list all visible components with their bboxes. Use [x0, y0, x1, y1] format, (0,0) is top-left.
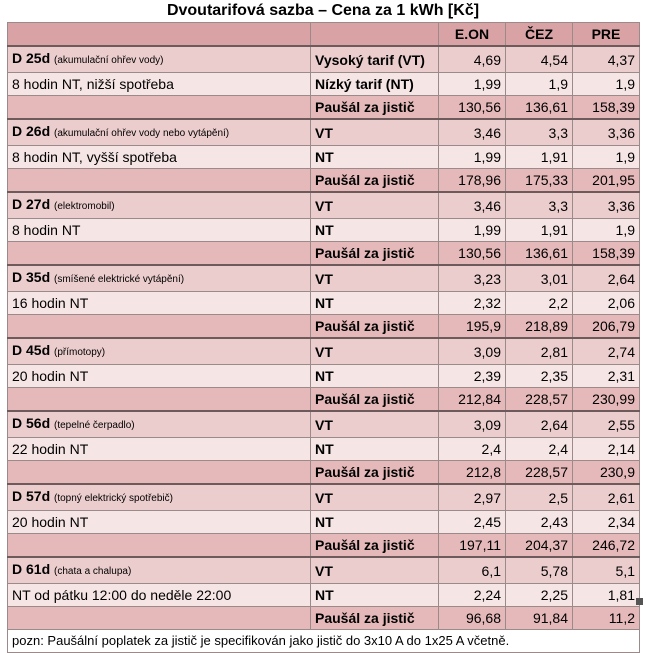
price-cell-eon: 3,09: [439, 411, 506, 438]
rate-info-cell: [8, 265, 311, 292]
footnote: pozn: Paušální poplatek za jistič je specifikován jako jistič do 3x10 A do 1x25 A včetně.: [8, 630, 640, 653]
price-cell-pre: 1,9: [573, 146, 640, 169]
tariff-row: [8, 292, 640, 315]
rate-info-cell: [8, 46, 311, 73]
price-cell-pre: 4,37: [573, 46, 640, 73]
header-blank-cell: [8, 23, 311, 47]
rate-info-cell: [8, 365, 311, 388]
header-row: [8, 23, 640, 47]
rate-hours: NT od pátku 12:00 do neděle 22:00: [12, 587, 232, 603]
tariff-label: Paušál za jistič: [311, 534, 439, 558]
note-row: [8, 630, 640, 653]
rate-description: (přímotopy): [54, 347, 106, 358]
price-cell-eon: 4,69: [439, 46, 506, 73]
column-header-pre: PRE: [573, 23, 640, 47]
price-cell-cez: 136,61: [506, 242, 573, 266]
rate-info-cell: [8, 242, 311, 266]
rate-code: D 26d: [12, 123, 51, 139]
price-cell-pre: 2,31: [573, 365, 640, 388]
tariff-label: Paušál za jistič: [311, 96, 439, 120]
rate-hours: 8 hodin NT, nižší spotřeba: [12, 76, 174, 92]
rate-info-cell: [8, 411, 311, 438]
rate-description: (akumulační ohřev vody nebo vytápění): [54, 128, 230, 139]
tariff-label: NT: [311, 584, 439, 607]
tariff-row: [8, 607, 640, 630]
price-cell-pre: 5,1: [573, 557, 640, 584]
price-cell-cez: 1,91: [506, 146, 573, 169]
price-cell-pre: 2,55: [573, 411, 640, 438]
price-cell-cez: 1,91: [506, 219, 573, 242]
rate-code: D 61d: [12, 561, 51, 577]
rate-info-cell: [8, 461, 311, 485]
tariff-label: Vysoký tarif (VT): [311, 46, 439, 73]
rate-info-cell: [8, 607, 311, 630]
price-cell-eon: 2,45: [439, 511, 506, 534]
tariff-row: [8, 584, 640, 607]
price-cell-cez: 228,57: [506, 461, 573, 485]
price-cell-eon: 3,23: [439, 265, 506, 292]
price-cell-pre: 230,9: [573, 461, 640, 485]
rate-hours: 20 hodin NT: [12, 368, 89, 384]
price-cell-eon: 3,46: [439, 119, 506, 146]
price-cell-cez: 204,37: [506, 534, 573, 558]
price-cell-eon: 197,11: [439, 534, 506, 558]
price-cell-pre: 1,81: [573, 584, 640, 607]
tariff-row: [8, 265, 640, 292]
tariff-label: VT: [311, 484, 439, 511]
price-cell-eon: 212,8: [439, 461, 506, 485]
tariff-row: [8, 146, 640, 169]
price-cell-pre: 246,72: [573, 534, 640, 558]
price-cell-eon: 3,09: [439, 338, 506, 365]
price-cell-eon: 130,56: [439, 96, 506, 120]
price-cell-pre: 158,39: [573, 96, 640, 120]
rate-info-cell: [8, 438, 311, 461]
price-cell-eon: 2,24: [439, 584, 506, 607]
rate-hours: 8 hodin NT, vyšší spotřeba: [12, 149, 177, 165]
price-cell-pre: 2,14: [573, 438, 640, 461]
price-cell-pre: 11,2: [573, 607, 640, 630]
column-header-eon: E.ON: [439, 23, 506, 47]
price-cell-eon: 178,96: [439, 169, 506, 193]
rate-code: D 35d: [12, 269, 51, 285]
tariff-label: VT: [311, 265, 439, 292]
price-cell-cez: 4,54: [506, 46, 573, 73]
rate-info-cell: [8, 96, 311, 120]
tariff-label: NT: [311, 438, 439, 461]
price-cell-cez: 2,81: [506, 338, 573, 365]
price-cell-pre: 3,36: [573, 119, 640, 146]
rate-info-cell: [8, 338, 311, 365]
column-header-cez: ČEZ: [506, 23, 573, 47]
tariff-label: NT: [311, 146, 439, 169]
tariff-row: [8, 484, 640, 511]
tariff-label: NT: [311, 511, 439, 534]
tariff-row: [8, 557, 640, 584]
rate-info-cell: [8, 219, 311, 242]
price-cell-cez: 2,4: [506, 438, 573, 461]
price-cell-cez: 136,61: [506, 96, 573, 120]
price-cell-pre: 2,74: [573, 338, 640, 365]
price-cell-eon: 3,46: [439, 192, 506, 219]
tariff-row: [8, 46, 640, 73]
rate-description: (elektromobil): [54, 201, 115, 212]
tariff-label: NT: [311, 365, 439, 388]
price-cell-cez: 91,84: [506, 607, 573, 630]
price-cell-cez: 5,78: [506, 557, 573, 584]
tariff-table-body: [8, 23, 640, 653]
price-cell-cez: 3,3: [506, 119, 573, 146]
tariff-label: Paušál za jistič: [311, 461, 439, 485]
rate-code: D 57d: [12, 488, 51, 504]
rate-info-cell: [8, 146, 311, 169]
price-cell-pre: 158,39: [573, 242, 640, 266]
resize-corner-icon: [636, 598, 643, 605]
tariff-row: [8, 73, 640, 96]
tariff-label: VT: [311, 557, 439, 584]
tariff-label: NT: [311, 219, 439, 242]
price-cell-pre: 230,99: [573, 388, 640, 412]
tariff-row: [8, 119, 640, 146]
price-cell-eon: 2,97: [439, 484, 506, 511]
price-cell-eon: 6,1: [439, 557, 506, 584]
tariff-table: [7, 22, 640, 653]
rate-info-cell: [8, 119, 311, 146]
price-cell-cez: 218,89: [506, 315, 573, 339]
price-cell-eon: 2,32: [439, 292, 506, 315]
price-cell-eon: 212,84: [439, 388, 506, 412]
price-cell-cez: 2,25: [506, 584, 573, 607]
price-cell-eon: 2,4: [439, 438, 506, 461]
price-cell-eon: 195,9: [439, 315, 506, 339]
price-cell-eon: 1,99: [439, 219, 506, 242]
rate-code: D 56d: [12, 415, 51, 431]
tariff-row: [8, 461, 640, 485]
tariff-label: Paušál za jistič: [311, 242, 439, 266]
price-cell-pre: 2,06: [573, 292, 640, 315]
price-cell-pre: 2,64: [573, 265, 640, 292]
rate-code: D 45d: [12, 342, 51, 358]
tariff-label: VT: [311, 119, 439, 146]
rate-info-cell: [8, 484, 311, 511]
price-cell-eon: 96,68: [439, 607, 506, 630]
tariff-row: [8, 242, 640, 266]
price-cell-cez: 2,64: [506, 411, 573, 438]
rate-code: D 27d: [12, 196, 51, 212]
tariff-label: Paušál za jistič: [311, 169, 439, 193]
price-cell-cez: 1,9: [506, 73, 573, 96]
price-cell-pre: 1,9: [573, 219, 640, 242]
tariff-label: Paušál za jistič: [311, 607, 439, 630]
tariff-label: Paušál za jistič: [311, 315, 439, 339]
rate-info-cell: [8, 315, 311, 339]
rate-description: (chata a chalupa): [54, 566, 132, 577]
price-cell-cez: 175,33: [506, 169, 573, 193]
price-cell-eon: 1,99: [439, 73, 506, 96]
rate-info-cell: [8, 169, 311, 193]
rate-info-cell: [8, 511, 311, 534]
rate-info-cell: [8, 388, 311, 412]
rate-description: (smíšené elektrické vytápění): [54, 274, 185, 285]
tariff-label: Nízký tarif (NT): [311, 73, 439, 96]
rate-info-cell: [8, 73, 311, 96]
price-cell-eon: 130,56: [439, 242, 506, 266]
rate-hours: 16 hodin NT: [12, 295, 89, 311]
price-cell-pre: 1,9: [573, 73, 640, 96]
tariff-row: [8, 338, 640, 365]
tariff-row: [8, 411, 640, 438]
tariff-row: [8, 96, 640, 120]
rate-description: (akumulační ohřev vody): [54, 55, 164, 66]
tariff-row: [8, 365, 640, 388]
tariff-row: [8, 169, 640, 193]
tariff-row: [8, 534, 640, 558]
rate-info-cell: [8, 192, 311, 219]
price-cell-eon: 2,39: [439, 365, 506, 388]
price-cell-cez: 2,35: [506, 365, 573, 388]
rate-hours: 22 hodin NT: [12, 441, 89, 457]
price-cell-pre: 201,95: [573, 169, 640, 193]
tariff-label: VT: [311, 192, 439, 219]
price-cell-pre: 2,61: [573, 484, 640, 511]
price-cell-pre: 206,79: [573, 315, 640, 339]
tariff-row: [8, 315, 640, 339]
rate-hours: 20 hodin NT: [12, 514, 89, 530]
price-cell-cez: 2,5: [506, 484, 573, 511]
rate-code: D 25d: [12, 50, 51, 66]
tariff-row: [8, 438, 640, 461]
tariff-row: [8, 511, 640, 534]
tariff-label: VT: [311, 338, 439, 365]
price-cell-cez: 228,57: [506, 388, 573, 412]
price-cell-cez: 2,43: [506, 511, 573, 534]
price-cell-pre: 3,36: [573, 192, 640, 219]
tariff-row: [8, 192, 640, 219]
tariff-label: NT: [311, 292, 439, 315]
tariff-row: [8, 388, 640, 412]
price-cell-cez: 3,01: [506, 265, 573, 292]
tariff-row: [8, 219, 640, 242]
rate-hours: 8 hodin NT: [12, 222, 81, 238]
tariff-label: VT: [311, 411, 439, 438]
rate-info-cell: [8, 292, 311, 315]
price-cell-eon: 1,99: [439, 146, 506, 169]
rate-description: (tepelné čerpadlo): [54, 420, 135, 431]
rate-info-cell: [8, 557, 311, 584]
price-cell-cez: 2,2: [506, 292, 573, 315]
rate-info-cell: [8, 584, 311, 607]
page-title: Dvoutarifová sazba – Cena za 1 kWh [Kč]: [166, 2, 480, 19]
rate-description: (topný elektrický spotřebič): [54, 493, 173, 504]
header-blank-cell: [311, 23, 439, 47]
rate-info-cell: [8, 534, 311, 558]
price-cell-pre: 2,34: [573, 511, 640, 534]
price-cell-cez: 3,3: [506, 192, 573, 219]
tariff-label: Paušál za jistič: [311, 388, 439, 412]
